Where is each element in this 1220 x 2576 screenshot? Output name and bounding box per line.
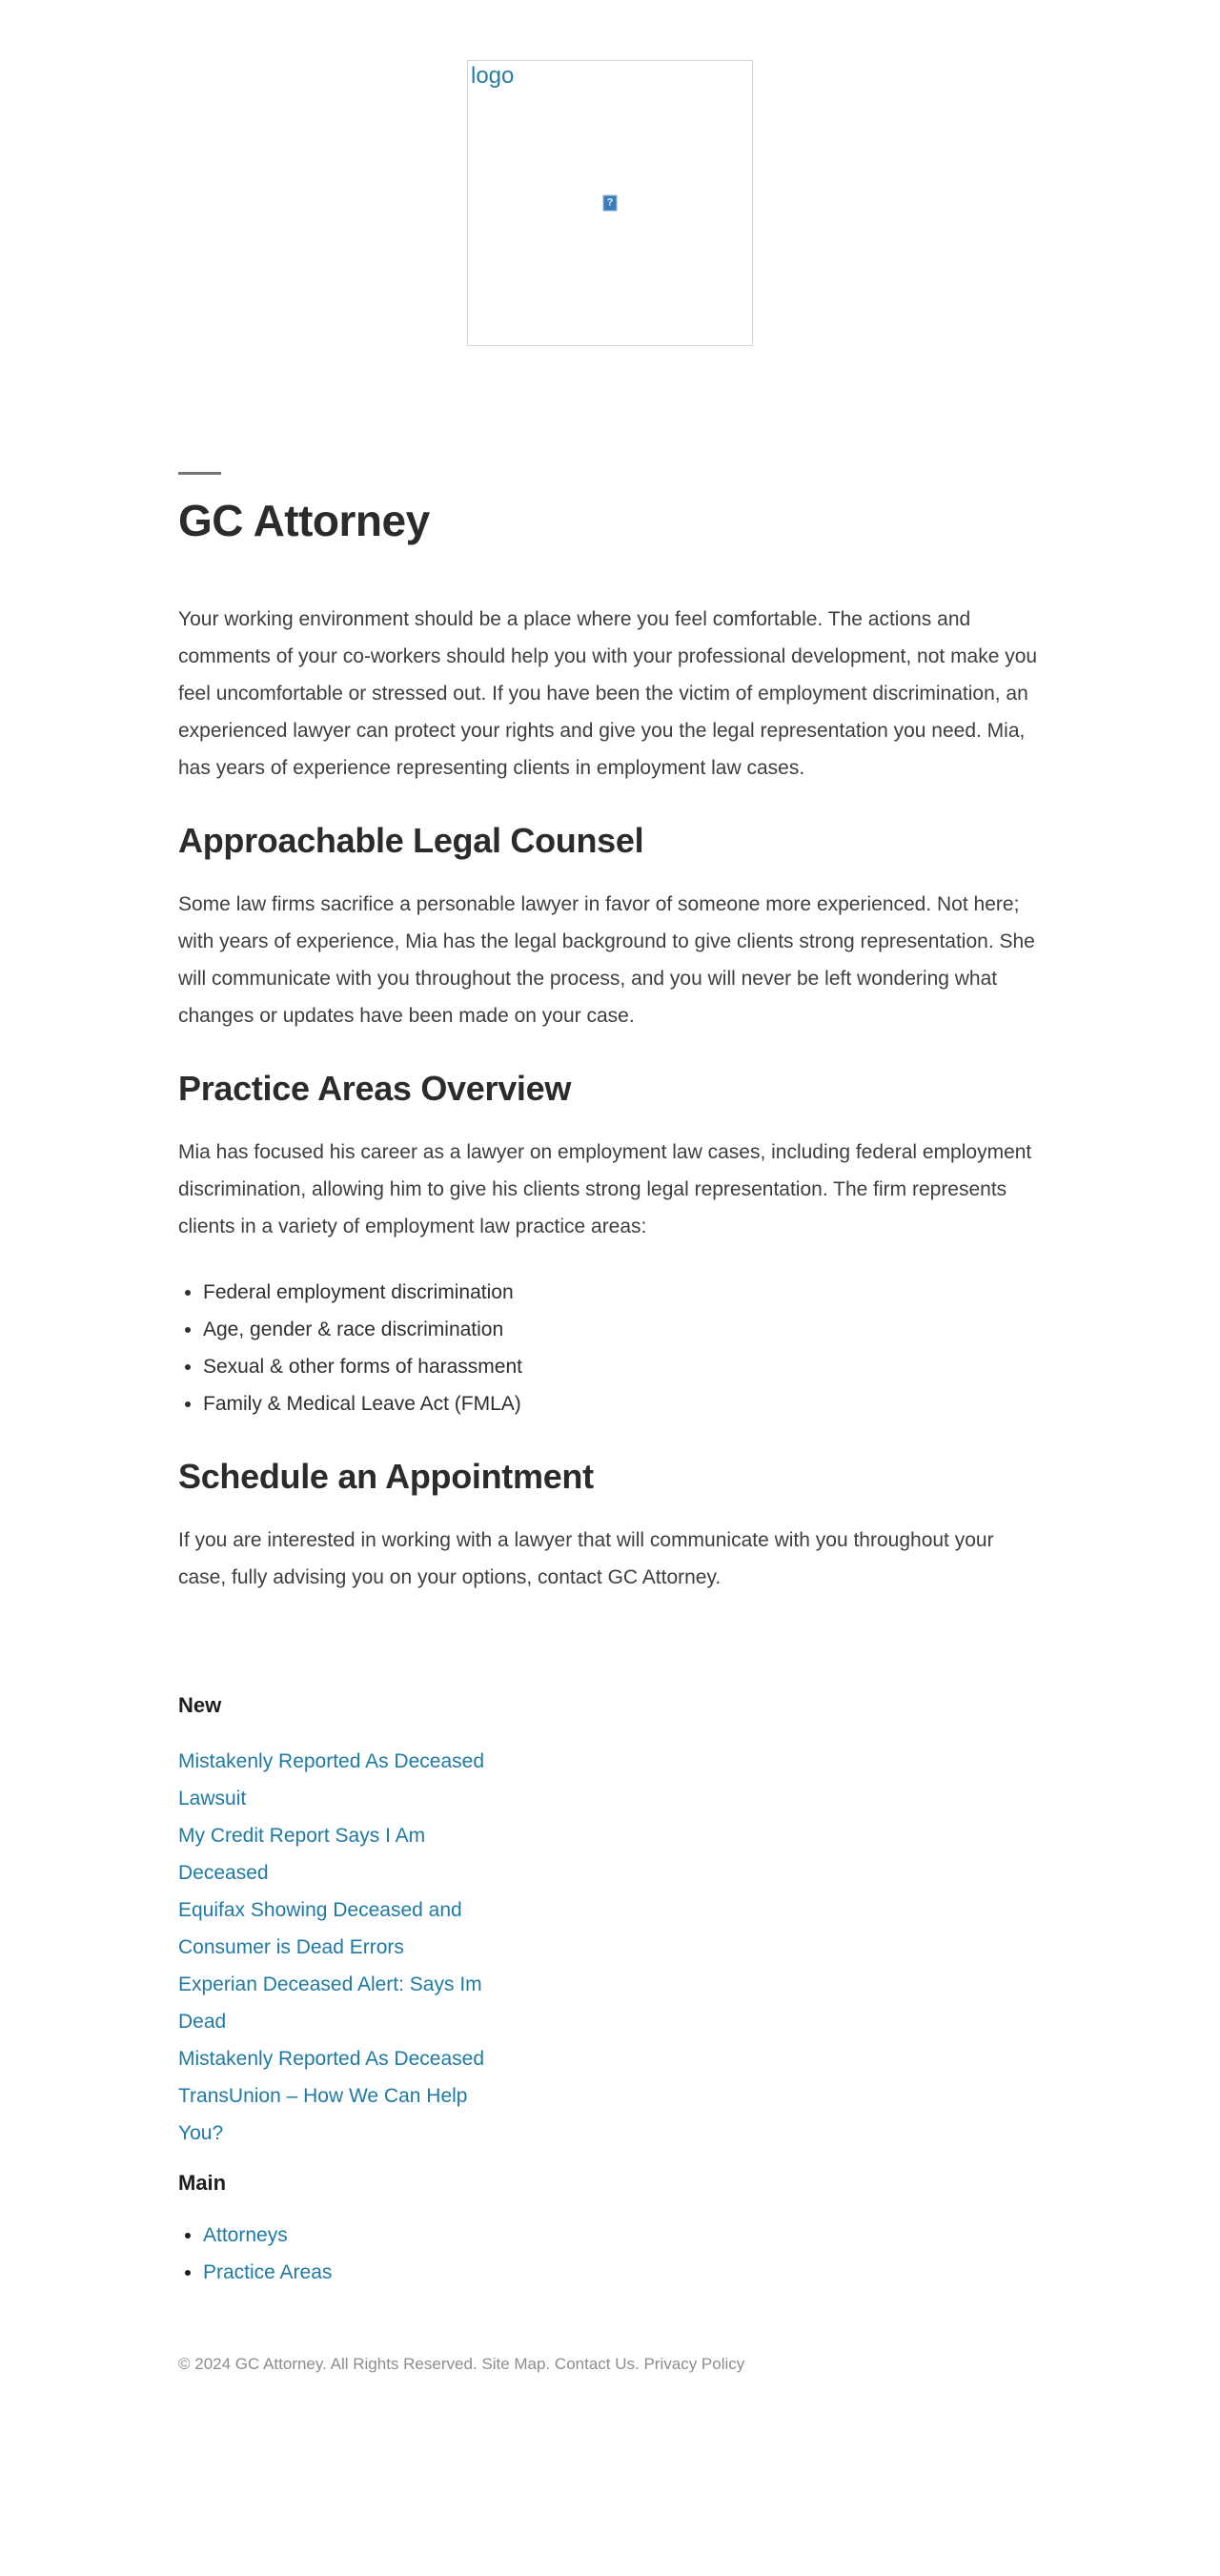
copyright-text: © 2024 GC Attorney. All Rights Reserved.	[178, 2355, 478, 2373]
logo-alt-text: logo	[471, 63, 515, 89]
broken-image-icon: ?	[603, 195, 618, 212]
widget-main	[178, 2169, 507, 2291]
main-content	[178, 472, 1042, 2434]
widget-main-heading: Main	[178, 2171, 227, 2195]
logo-link[interactable]	[467, 60, 753, 346]
list-item	[203, 2217, 507, 2254]
practice-areas-list	[178, 1274, 1042, 1422]
sitemap-link[interactable]: Site Map.	[481, 2355, 551, 2373]
header	[0, 0, 1220, 346]
list-item: • Age, gender & race discrimination	[203, 1311, 1042, 1348]
counsel-paragraph: Some law firms sacrifice a personable lawyer in favor of someone more experienced. Not here; with years of experience, Mia has the legal background to give clients strong representation. She will communicate with you throughout the process, and you will never be left wondering what changes or updates have been made on your case.	[178, 893, 1035, 1027]
list-item: • Federal employment discrimination	[203, 1274, 1042, 1311]
widget-new	[178, 1691, 507, 2152]
link-transunion-deceased[interactable]: Mistakenly Reported As Deceased TransUnion – How We Can Help You?	[178, 2048, 484, 2144]
intro-paragraph: Your working environment should be a place where you feel comfortable. The actions and comments of your co-workers should help you with your professional development, not make you feel uncomfortable or stressed out. If you have been the victim of employment discrimination, an experienced lawyer can protect your rights and give you the legal representation you need. Mia, has years of experience representing clients in employment law cases.	[178, 608, 1038, 779]
main-nav-list	[178, 2217, 507, 2291]
widget-new-links	[178, 1743, 507, 2152]
contact-link[interactable]: Contact Us.	[554, 2355, 640, 2373]
heading-divider	[178, 472, 221, 475]
link-attorneys[interactable]: Attorneys	[203, 2224, 288, 2246]
practice-paragraph: Mia has focused his career as a lawyer on employment law cases, including federal employment discrimination, allowing him to give his clients strong legal representation. The firm represents clients in a variety of employment law practice areas:	[178, 1141, 1032, 1237]
footer-widgets	[178, 1691, 1042, 2291]
section-heading-practice: Practice Areas Overview	[178, 1069, 572, 1108]
list-item: • Family & Medical Leave Act (FMLA)	[203, 1385, 1042, 1422]
link-credit-report-deceased[interactable]: My Credit Report Says I Am Deceased	[178, 1825, 426, 1884]
link-equifax-deceased[interactable]: Equifax Showing Deceased and Consumer is Dead Errors	[178, 1899, 462, 1958]
link-experian-deceased[interactable]: Experian Deceased Alert: Says Im Dead	[178, 1973, 482, 2033]
page-title: GC Attorney	[178, 496, 430, 545]
link-practice-areas[interactable]: Practice Areas	[203, 2261, 333, 2283]
list-item	[203, 2254, 507, 2291]
list-item: • Sexual & other forms of harassment	[203, 1348, 1042, 1385]
section-heading-counsel: Approachable Legal Counsel	[178, 821, 644, 860]
section-heading-schedule: Schedule an Appointment	[178, 1457, 594, 1496]
widget-new-heading: New	[178, 1693, 222, 1717]
privacy-link[interactable]: Privacy Policy	[643, 2355, 745, 2373]
site-footer	[178, 2352, 1042, 2434]
schedule-paragraph: If you are interested in working with a lawyer that will communicate with you throughout your case, fully advising you on your options, contact GC Attorney.	[178, 1529, 994, 1588]
link-deceased-lawsuit[interactable]: Mistakenly Reported As Deceased Lawsuit	[178, 1750, 484, 1809]
